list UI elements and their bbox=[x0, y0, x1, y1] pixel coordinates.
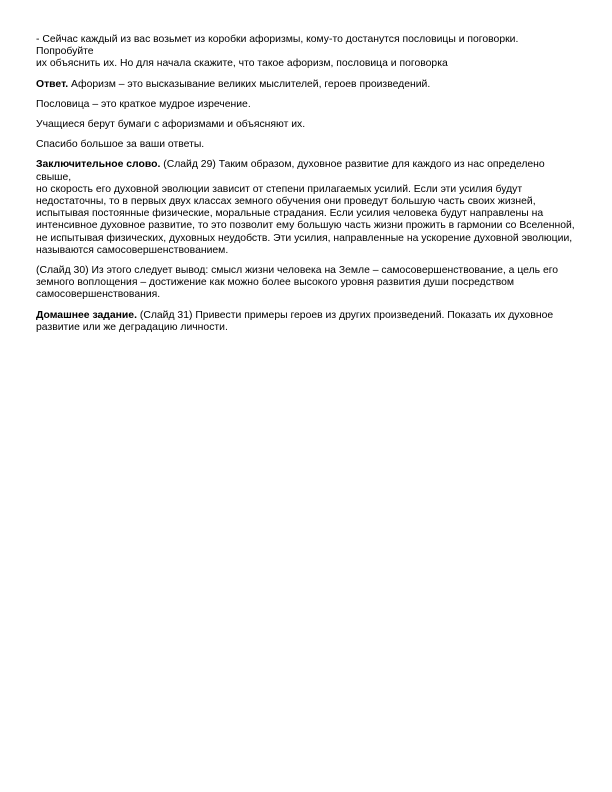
paragraph-proverb bbox=[36, 99, 578, 111]
paragraph-text: Пословица – это краткое мудрое изречение. bbox=[36, 98, 251, 110]
paragraph-text: Афоризм – это высказывание великих мыслителей, героев произведений. bbox=[68, 78, 431, 90]
paragraph-homework bbox=[36, 310, 578, 334]
paragraph-students bbox=[36, 119, 578, 131]
paragraph-text: - Сейчас каждый из вас возьмет из коробки афоризмы, кому-то достанутся пословицы и поговорки. Попробуйте их объяснить их. Но для начала скажите, что такое афоризм, пословица и поговорка bbox=[36, 34, 519, 70]
paragraph-lead: Ответ. bbox=[36, 78, 69, 90]
paragraph-lead: Домашнее задание. bbox=[36, 309, 137, 321]
paragraph-slide-30 bbox=[36, 265, 578, 302]
document-page bbox=[36, 34, 578, 342]
paragraph-lead: Заключительное слово. bbox=[36, 159, 161, 171]
paragraph-text: Учащиеся берут бумаги с афоризмами и объясняют их. bbox=[36, 119, 306, 131]
paragraph-aphorism-task bbox=[36, 34, 578, 71]
paragraph-text: (Слайд 30) Из этого следует вывод: смысл жизни человека на Земле – самосовершенствование, а цель его земного воплощения – достижение как можно более высокого уровня развития души посредством самосовершенствования. bbox=[36, 265, 559, 301]
paragraph-text: (Слайд 29) Таким образом, духовное развитие для каждого из нас определено свыше, но скорость его духовной эволюции зависит от степени прилагаемых усилий. Если эти усилия будут недостаточны, то в первых двух классах земного обучения они проведут большую часть своих жизней, испытывая постоянные физические, моральные страдания. Если усилия человека будут направлены на интенсивное духовное развитие, то это позволит ему большую часть жизни прожить в гармонии со Вселенной, не испытывая физических, духовных неудобств. Эти усилия, направленные на ускорение духовной эволюции, называются самосовершенствованием. bbox=[36, 159, 575, 256]
paragraph-answer bbox=[36, 79, 578, 91]
paragraph-text: (Слайд 31) Привести примеры героев из других произведений. Показать их духовное развитие или же деградацию личности. bbox=[36, 309, 554, 333]
paragraph-text: Спасибо большое за ваши ответы. bbox=[36, 139, 205, 151]
paragraph-thanks bbox=[36, 139, 578, 151]
paragraph-conclusion bbox=[36, 159, 578, 257]
